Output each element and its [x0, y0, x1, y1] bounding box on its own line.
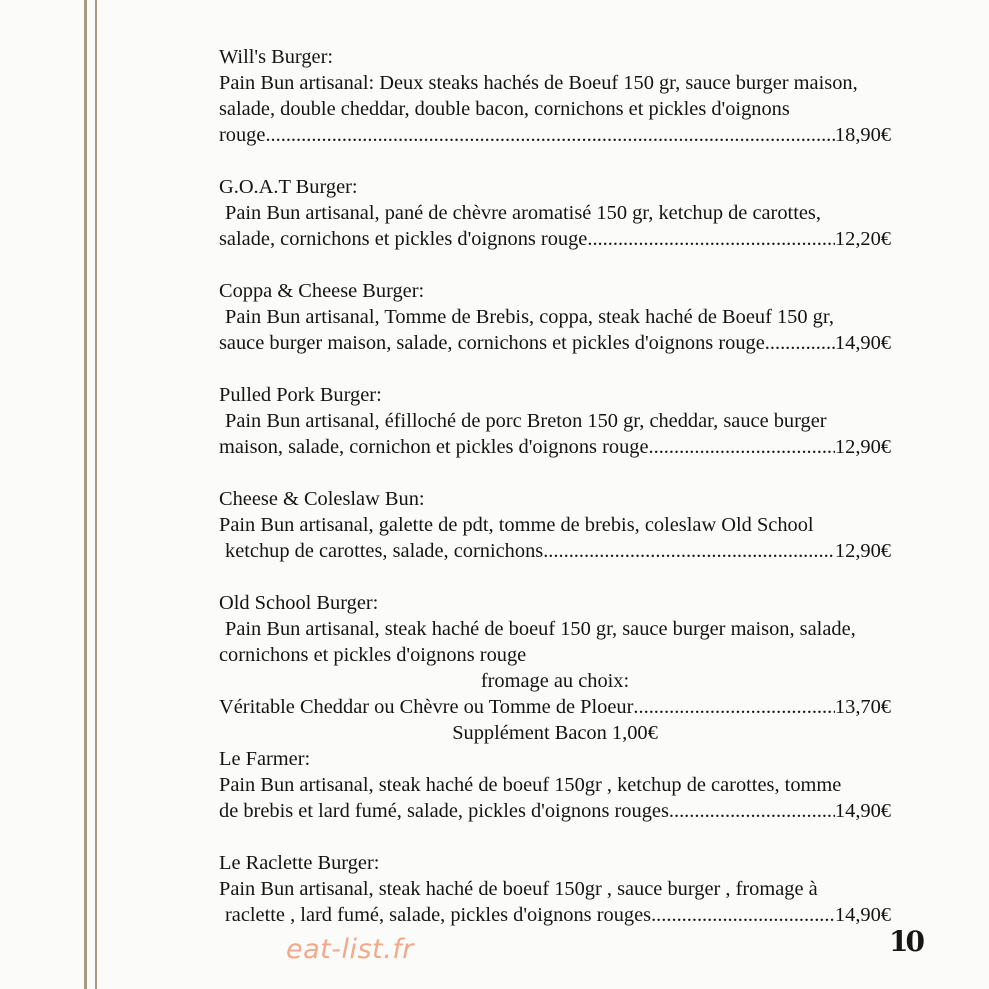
menu-item — [219, 44, 891, 148]
menu-item-description-line: Pain Bun artisanal, steak haché de boeuf 150gr , sauce burger , fromage à — [219, 878, 818, 900]
menu-item-description: raclette , lard fumé, salade, pickles d'oignons rouges — [225, 904, 652, 926]
page-border-outer — [84, 0, 87, 989]
menu-item-description-line — [219, 226, 891, 252]
menu-item-description-line: Pain Bun artisanal, steak haché de boeuf 150gr , ketchup de carottes, tomme — [219, 774, 842, 796]
menu-item-description-line: cornichons et pickles d'oignons rouge — [219, 644, 527, 666]
menu-item-description-line: Pain Bun artisanal, steak haché de boeuf 150 gr, sauce burger maison, salade, — [225, 618, 856, 640]
menu-item-price: 18,90€ — [834, 124, 891, 146]
watermark: eat-list.fr — [286, 934, 414, 965]
menu-item-description: maison, salade, cornichon et pickles d'oignons rouge — [219, 436, 649, 458]
menu-item-description-line — [219, 798, 891, 824]
menu-item-description-line: Pain Bun artisanal, Tomme de Brebis, coppa, steak haché de Boeuf 150 gr, — [225, 306, 834, 328]
menu-item-description-line: Supplément Bacon 1,00€ — [452, 722, 658, 744]
menu-item-price: 12,90€ — [834, 436, 891, 458]
dot-leader — [633, 694, 835, 720]
menu-item-price: 12,90€ — [834, 540, 891, 562]
dot-leader — [543, 538, 835, 564]
page-number: 10 — [889, 925, 922, 958]
menu-item-description-line — [219, 434, 891, 460]
menu-item-name: Coppa & Cheese Burger: — [219, 280, 425, 302]
menu-item-name: Pulled Pork Burger: — [219, 384, 382, 406]
menu-item-name: Le Raclette Burger: — [219, 852, 380, 874]
menu-item-name: Le Farmer: — [219, 748, 311, 770]
menu-item — [219, 850, 891, 928]
menu-item-description: de brebis et lard fumé, salade, pickles d'oignons rouges — [219, 800, 669, 822]
menu-item-price: 13,70€ — [834, 696, 891, 718]
menu-item-description-line: Pain Bun artisanal, pané de chèvre aromatisé 150 gr, ketchup de carottes, — [225, 202, 821, 224]
menu-item-description-line — [219, 330, 891, 356]
menu-item-price: 14,90€ — [834, 332, 891, 354]
dot-leader — [587, 226, 835, 252]
menu-item-description: rouge — [219, 124, 266, 146]
menu-item-description-line: Pain Bun artisanal, galette de pdt, tomme de brebis, coleslaw Old School — [219, 514, 814, 536]
menu-item-description-line — [219, 902, 891, 928]
menu-item — [219, 278, 891, 356]
menu-item-description-line: Pain Bun artisanal: Deux steaks hachés de Boeuf 150 gr, sauce burger maison, — [219, 72, 858, 94]
menu-item-name: Will's Burger: — [219, 46, 334, 68]
dot-leader — [649, 434, 835, 460]
menu-item-price: 14,90€ — [834, 800, 891, 822]
dot-leader — [765, 330, 835, 356]
menu-item — [219, 486, 891, 564]
dot-leader — [265, 122, 834, 148]
page-border-inner — [95, 0, 97, 989]
dot-leader — [651, 902, 835, 928]
menu-item-price: 12,20€ — [834, 228, 891, 250]
menu-item-description: ketchup de carottes, salade, cornichons — [225, 540, 544, 562]
menu-item-description-line: fromage au choix: — [480, 670, 630, 692]
menu-item-description-line: Pain Bun artisanal, éfilloché de porc Breton 150 gr, cheddar, sauce burger — [225, 410, 827, 432]
menu-item-name: Old School Burger: — [219, 592, 379, 614]
menu-item — [219, 174, 891, 252]
menu-list — [219, 44, 891, 954]
menu-item-name: G.O.A.T Burger: — [219, 176, 358, 198]
menu-item — [219, 746, 891, 824]
menu-item-description: salade, cornichons et pickles d'oignons rouge — [219, 228, 588, 250]
menu-item-description: sauce burger maison, salade, cornichons et pickles d'oignons rouge — [219, 332, 765, 354]
menu-item — [219, 590, 891, 746]
menu-item-description-line: salade, double cheddar, double bacon, cornichons et pickles d'oignons — [219, 98, 790, 120]
menu-item-description-line — [219, 538, 891, 564]
dot-leader — [669, 798, 835, 824]
menu-item-description: Véritable Cheddar ou Chèvre ou Tomme de Ploeur — [219, 696, 634, 718]
menu-item — [219, 382, 891, 460]
menu-item-name: Cheese & Coleslaw Bun: — [219, 488, 425, 510]
menu-item-description-line — [219, 122, 891, 148]
menu-item-price: 14,90€ — [834, 904, 891, 926]
menu-item-description-line — [219, 694, 891, 720]
